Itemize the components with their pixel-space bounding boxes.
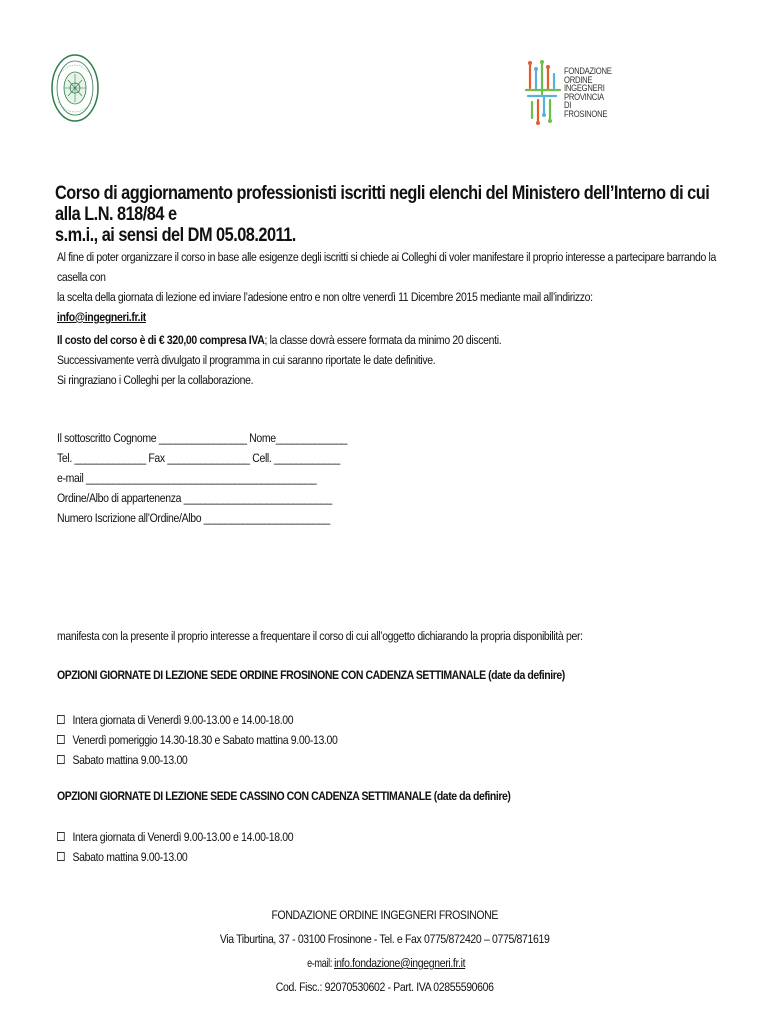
title-line-2: s.m.i., ai sensi del DM 05.08.2011. [55,225,296,246]
ordine-seal-logo [50,52,100,124]
footer-tax-info [0,980,770,994]
fondazione-logo [522,60,622,130]
logo-text-line: INGEGNERI [564,83,605,93]
footer-address [0,932,770,946]
form-fields [57,428,347,528]
option-checkbox-row[interactable] [57,710,337,730]
footer-text: FONDAZIONE ORDINE INGEGNERI FROSINONE [271,908,499,922]
cost-rest: ; la classe dovrà essere formata da minimo 20 discenti. [264,333,502,347]
surname-name-field[interactable]: Il sottoscritto Cognome ________________ Nome_____________ [57,431,348,445]
option-label: Venerdì pomeriggio 14.30-18.30 e Sabato mattina 9.00-13.00 [72,733,338,747]
option-label: Sabato mattina 9.00-13.00 [72,753,188,767]
option-label: Intera giornata di Venerdì 9.00-13.00 e 14.00-18.00 [72,713,294,727]
footer-email-prefix: e-mail: [306,956,332,970]
registration-number-field[interactable]: Numero Iscrizione all’Ordine/Albo _______________________ [57,511,330,525]
contact-email-link[interactable]: info@ingegneri.fr.it [57,310,146,324]
logo-text-line: FONDAZIONE [564,66,612,76]
checkbox[interactable] [57,832,65,841]
intro-paragraph [57,247,732,327]
option-label: Intera giornata di Venerdì 9.00-13.00 e 14.00-18.00 [72,830,294,844]
cost-line-2: Successivamente verrà divulgato il programma in cui saranno riportate le date definitive. [57,353,436,367]
checkbox[interactable] [57,735,65,744]
cost-paragraph [57,330,732,390]
footer-text: Via Tiburtina, 37 - 03100 Frosinone - Tel. e Fax 0775/872420 – 0775/871619 [220,932,550,946]
manifesta-text: manifesta con la presente il proprio interesse a frequentare il corso di cui all’oggetto dichiarando la propria disponibilità per: [57,629,583,643]
checkbox[interactable] [57,852,65,861]
frosinone-options-heading: OPZIONI GIORNATE DI LEZIONE SEDE ORDINE FROSINONE CON CADENZA SETTIMANALE (date da definire) [57,668,565,682]
logo-text-line: ORDINE [564,74,593,85]
document-title [55,183,726,246]
intro-line-1: Al fine di poter organizzare il corso in base alle esigenze degli iscritti si chiede ai Colleghi di voler manifestare il proprio interesse a partecipare barrando la casella con [57,250,717,284]
checkbox[interactable] [57,715,65,724]
cost-line-3: Si ringraziano i Colleghi per la collaborazione. [57,373,254,387]
footer-text: Cod. Fisc.: 92070530602 - Part. IVA 02855590606 [276,980,494,994]
email-field[interactable]: e-mail __________________________________________ [57,471,317,485]
checkbox[interactable] [57,755,65,764]
cassino-options-list [57,827,293,867]
option-checkbox-row[interactable] [57,827,293,847]
phone-fax-cell-field[interactable]: Tel. _____________ Fax _______________ Cell. ____________ [57,451,340,465]
title-line-1: Corso di aggiornamento professionisti iscritti negli elenchi del Ministero dell’Interno di cui alla L.N. 818/84 e [55,183,710,225]
frosinone-options-list [57,710,337,770]
option-checkbox-row[interactable] [57,847,293,867]
option-checkbox-row[interactable] [57,750,337,770]
footer-email-link[interactable]: info.fondazione@ingegneri.fr.it [333,956,466,970]
footer-email [0,956,770,970]
logo-text-line: PROVINCIA [564,91,604,102]
logo-text-line: DI FROSINONE [564,100,608,119]
footer-org-name [0,908,770,922]
cost-highlight: Il costo del corso è di € 320,00 compresa IVA [57,333,265,347]
intro-line-2: la scelta della giornata di lezione ed inviare l’adesione entro e non oltre venerdì 11 Dicembre 2015 mediante mail all’indirizzo: [57,290,593,304]
option-checkbox-row[interactable] [57,730,337,750]
option-label: Sabato mattina 9.00-13.00 [72,850,188,864]
footer-email-line [305,956,465,970]
cassino-options-heading: OPZIONI GIORNATE DI LEZIONE SEDE CASSINO CON CADENZA SETTIMANALE (date da definire) [57,789,511,803]
ordine-albo-field[interactable]: Ordine/Albo di appartenenza ___________________________ [57,491,332,505]
